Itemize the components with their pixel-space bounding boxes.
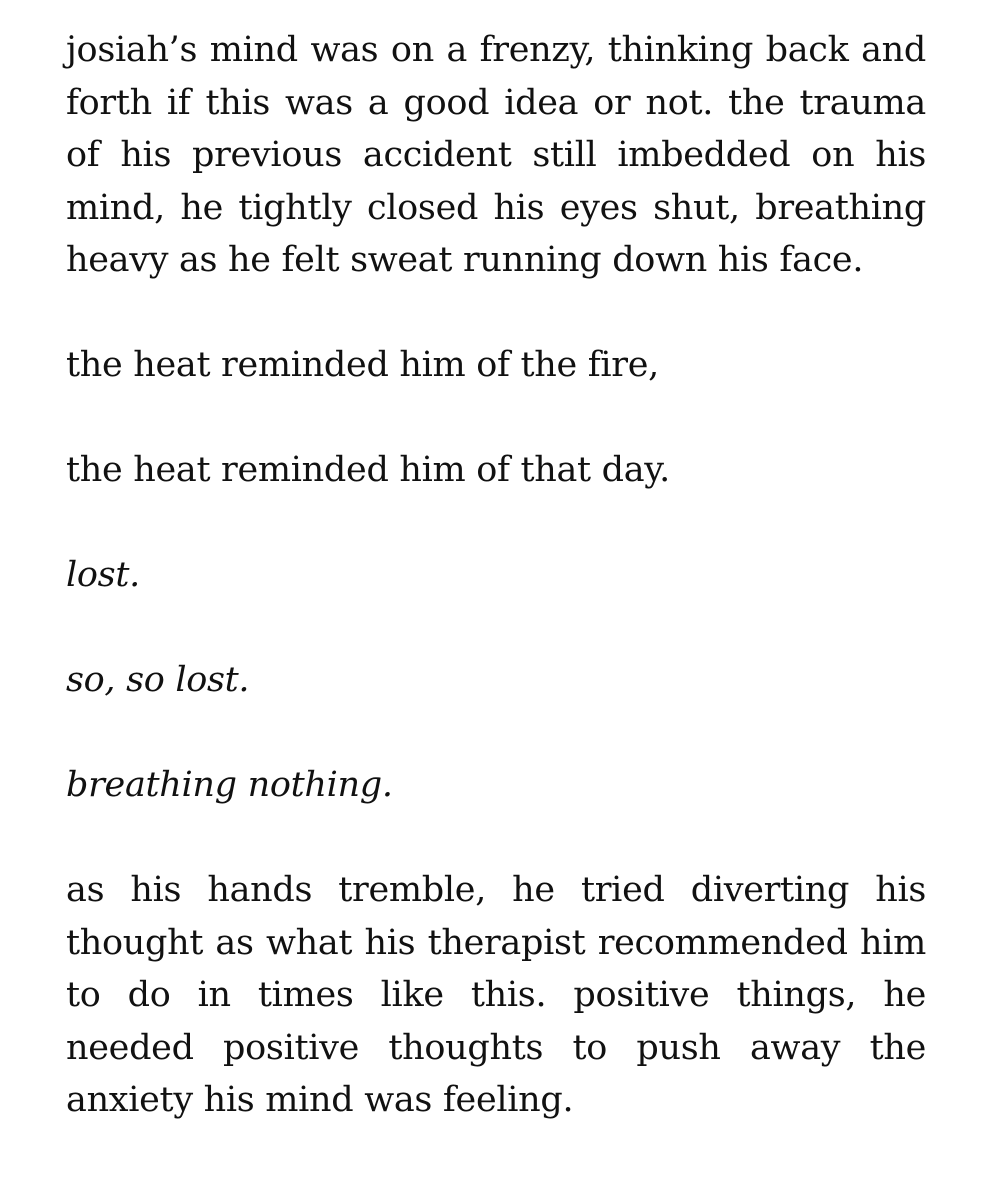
- paragraph-hands-tremble: as his hands tremble, he tried diverting his thought as what his therapist recommended him to do in times like this. positive things, he needed positive thoughts to push away the anxiety his mind was feeling.: [66, 870, 926, 1120]
- paragraph-heat-day: the heat reminded him of that day.: [66, 450, 670, 490]
- paragraph-breathing-nothing: breathing nothing.: [66, 765, 393, 805]
- paragraph-heat-fire: the heat reminded him of the fire,: [66, 345, 659, 385]
- paragraph-frenzy: josiah’s mind was on a frenzy, thinking back and forth if this was a good idea or not. the trauma of his previous accident still imbedded on his mind, he tightly closed his eyes shut, breathing heavy as he felt sweat running down his face.: [66, 30, 926, 280]
- paragraph-lost: lost.: [66, 555, 140, 595]
- story-text-page: [66, 24, 926, 1127]
- paragraph-so-lost: so, so lost.: [66, 660, 250, 700]
